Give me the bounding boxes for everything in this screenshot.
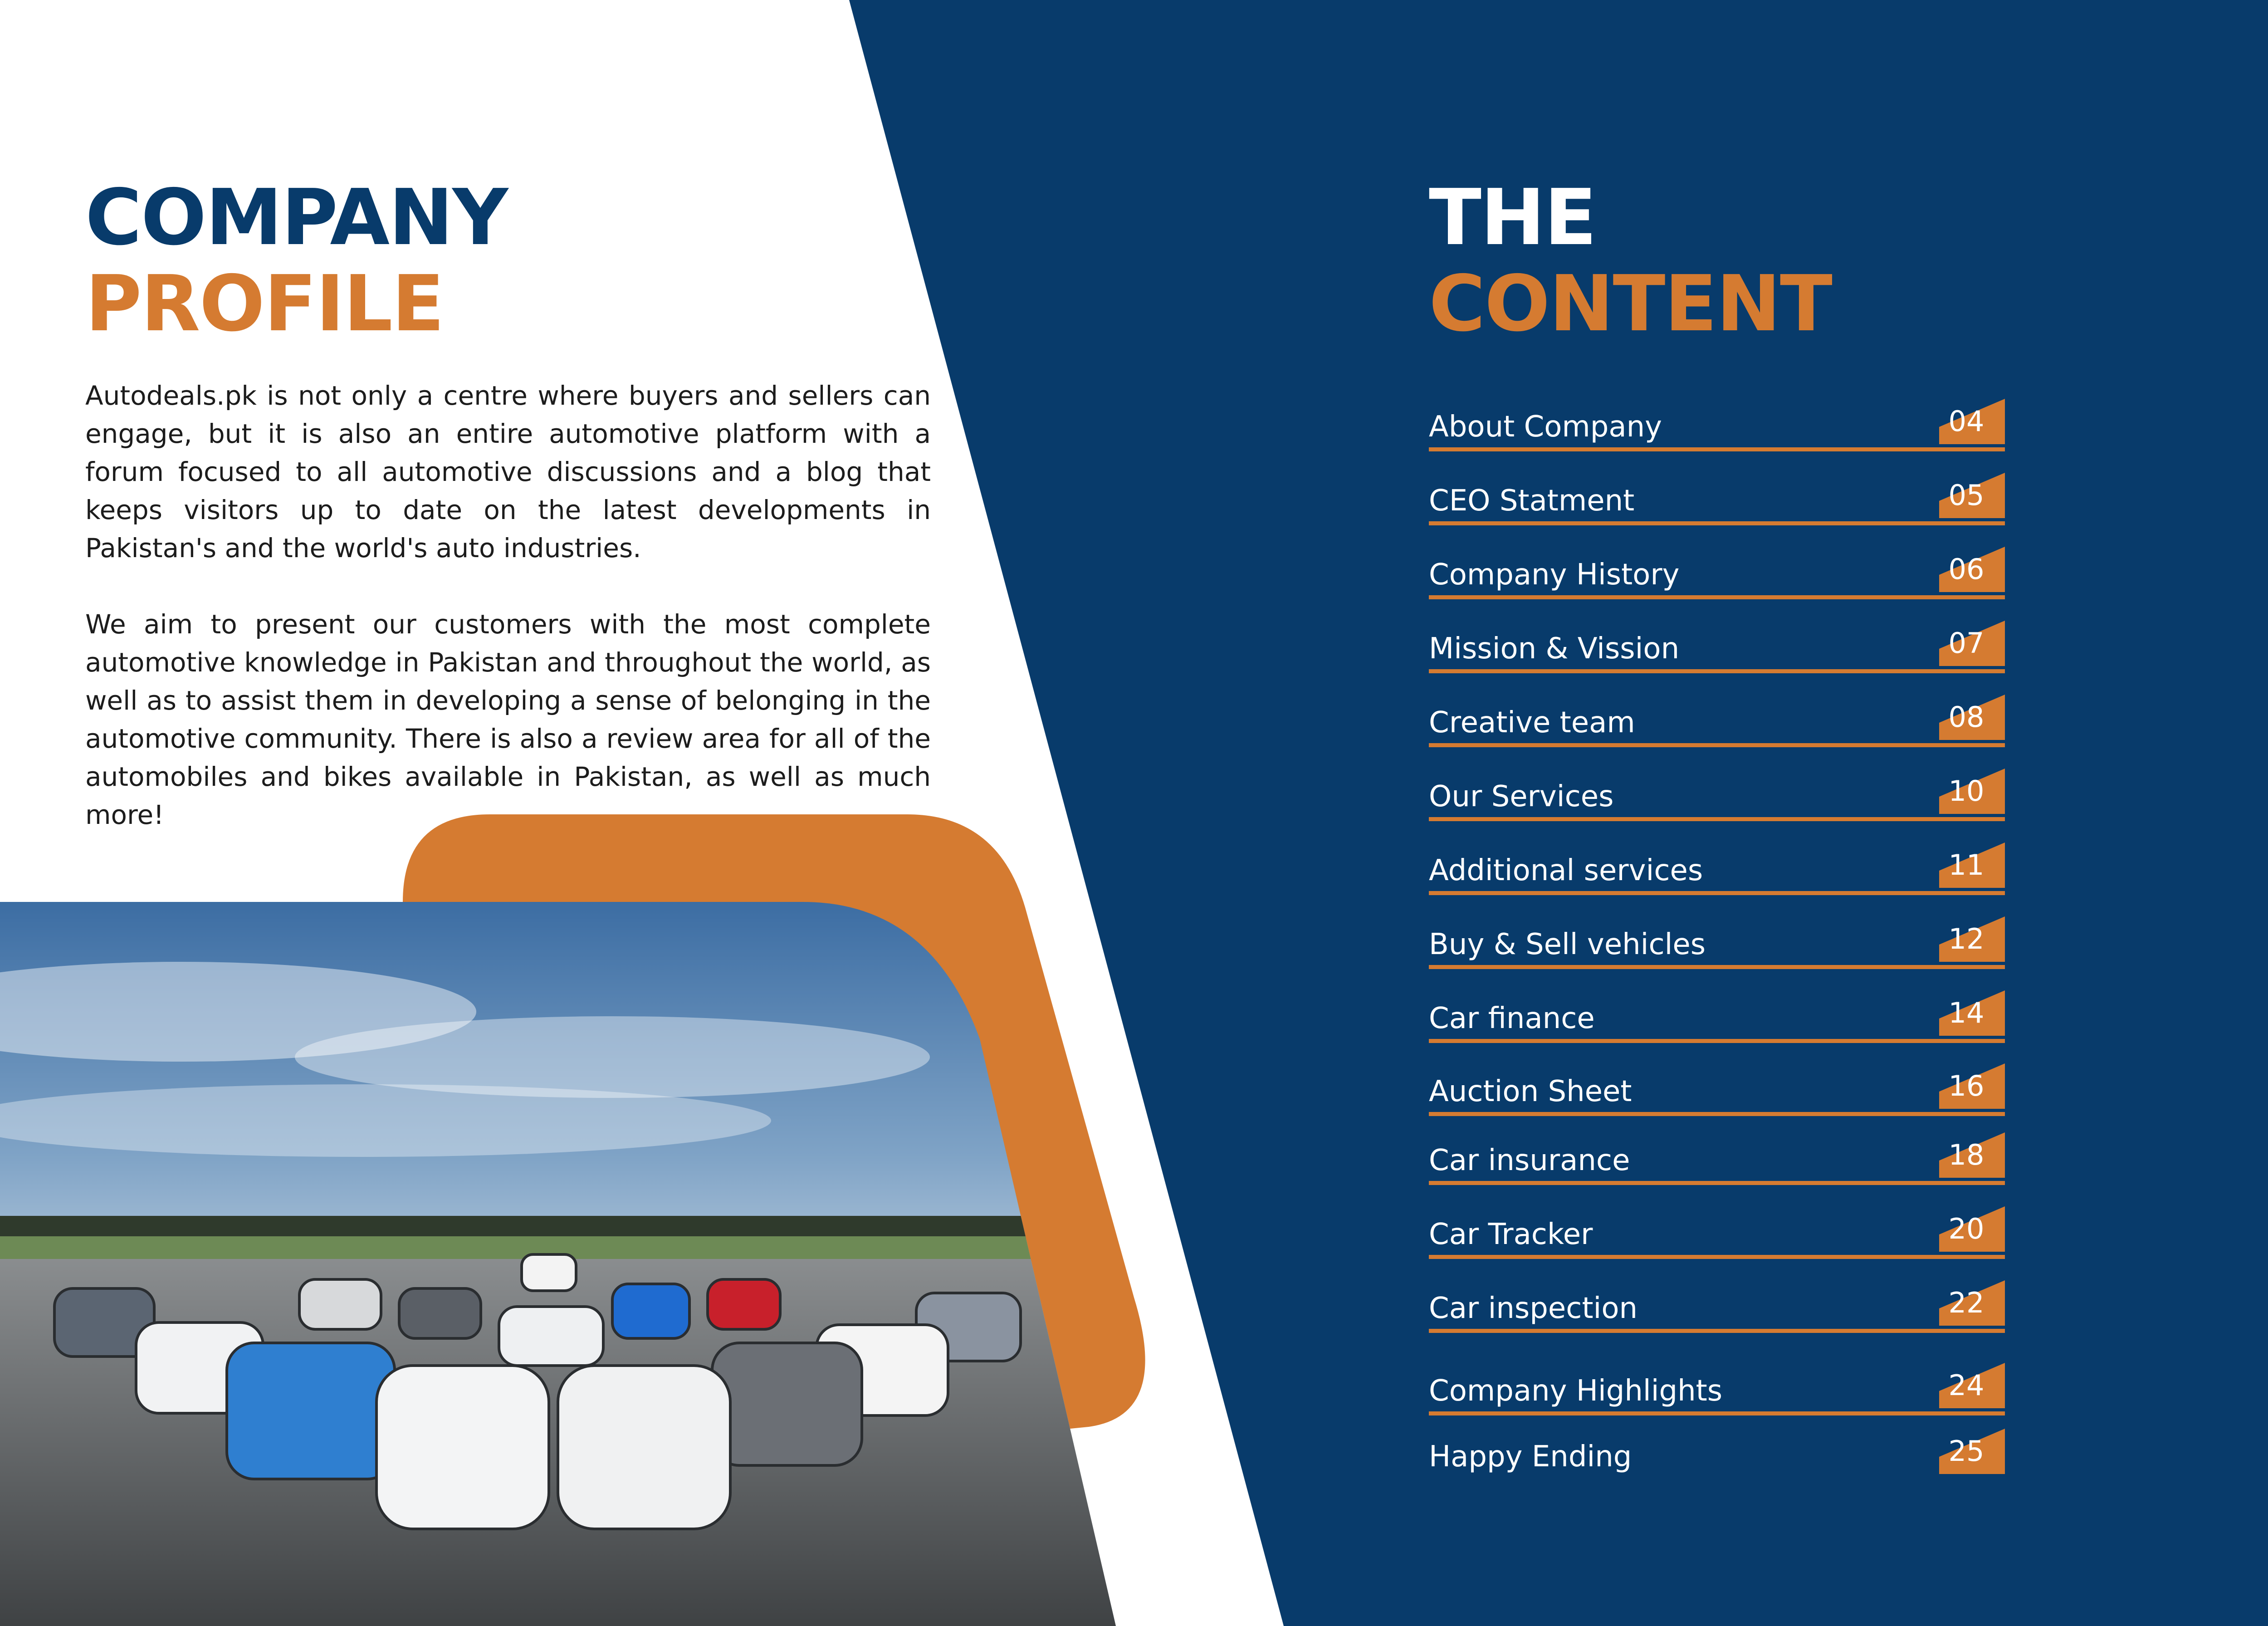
toc-page-number: 24 [1948,1369,1984,1402]
toc-item-car-finance[interactable] [1429,991,2005,1048]
toc-item-company-history[interactable] [1429,547,2005,604]
toc-item-auction-sheet[interactable] [1429,1064,2005,1121]
title-line-company: COMPANY [85,173,508,263]
cars-photo [0,902,1134,1626]
toc-label: Buy & Sell vehicles [1429,928,1706,961]
toc-label: Car inspection [1429,1292,1638,1325]
toc-label: CEO Statment [1429,484,1635,518]
toc-page-number: 11 [1948,848,1984,882]
company-profile-title [85,175,507,347]
toc-item-car-inspection[interactable] [1429,1281,2005,1337]
toc-label: Car Tracker [1429,1218,1593,1251]
toc-item-company-highlights[interactable] [1429,1363,2005,1420]
title-line-content: CONTENT [1429,259,1832,349]
toc-item-additional-services[interactable] [1429,843,2005,900]
toc-item-about-company[interactable] [1429,399,2005,456]
toc-label: Creative team [1429,706,1635,740]
toc-item-car-tracker[interactable] [1429,1207,2005,1264]
toc-divider [1429,743,2005,747]
table-of-contents [1429,0,2005,1626]
toc-page-number: 14 [1948,996,1984,1029]
toc-page-number: 05 [1948,479,1984,512]
toc-label: Auction Sheet [1429,1075,1632,1108]
toc-label: Happy Ending [1429,1440,1632,1474]
toc-label: Car insurance [1429,1144,1630,1177]
toc-divider [1429,965,2005,969]
toc-page-number: 18 [1948,1138,1984,1171]
toc-divider [1429,1411,2005,1415]
toc-divider [1429,595,2005,599]
toc-divider [1429,521,2005,525]
title-line-the: THE [1429,173,1596,263]
toc-divider [1429,1255,2005,1259]
toc-page-number: 07 [1948,627,1984,660]
toc-page-number: 22 [1948,1286,1984,1319]
toc-label: Company Highlights [1429,1374,1723,1408]
company-intro-text [85,377,931,872]
toc-item-mission-vission[interactable] [1429,621,2005,678]
toc-item-happy-ending[interactable] [1429,1429,2005,1486]
toc-item-car-insurance[interactable] [1429,1133,2005,1190]
toc-item-our-services[interactable] [1429,769,2005,826]
toc-item-creative-team[interactable] [1429,695,2005,752]
toc-item-ceo-statment[interactable] [1429,473,2005,530]
intro-paragraph-2: We aim to present our customers with the most complete automotive knowledge in Pakistan and throughout the world, as well as to assist them in developing a sense of belonging in the automotive community. There is also a review area for all of the automobiles and bikes available in Pakistan, as well as much more! [85,609,931,830]
title-line-profile: PROFILE [85,259,444,349]
toc-divider [1429,447,2005,451]
toc-label: Company History [1429,558,1680,592]
intro-paragraph-1: Autodeals.pk is not only a centre where buyers and sellers can engage, but it is also an entire automotive platform with a forum focused to all automotive discussions and a blog that keeps visitors up to date on the latest developments in Pakistan's and the world's auto industries. [85,380,931,563]
toc-label: Mission & Vission [1429,632,1680,666]
toc-label: Additional services [1429,854,1703,887]
toc-divider [1429,891,2005,895]
toc-divider [1429,1181,2005,1185]
toc-page-number: 12 [1948,922,1984,955]
toc-page-number: 20 [1948,1212,1984,1245]
toc-page-number: 16 [1948,1069,1984,1102]
toc-label: Car finance [1429,1002,1595,1035]
toc-page-number: 25 [1948,1435,1984,1468]
toc-divider [1429,1039,2005,1043]
toc-page-number: 04 [1948,405,1984,438]
toc-divider [1429,1329,2005,1333]
toc-divider [1429,669,2005,673]
toc-divider [1429,1112,2005,1116]
toc-divider [1429,817,2005,821]
toc-page-number: 10 [1948,774,1984,808]
toc-page-number: 08 [1948,700,1984,734]
toc-page-number: 06 [1948,553,1984,586]
toc-item-buy-sell-vehicles[interactable] [1429,917,2005,974]
toc-label: About Company [1429,410,1662,444]
toc-label: Our Services [1429,780,1614,813]
